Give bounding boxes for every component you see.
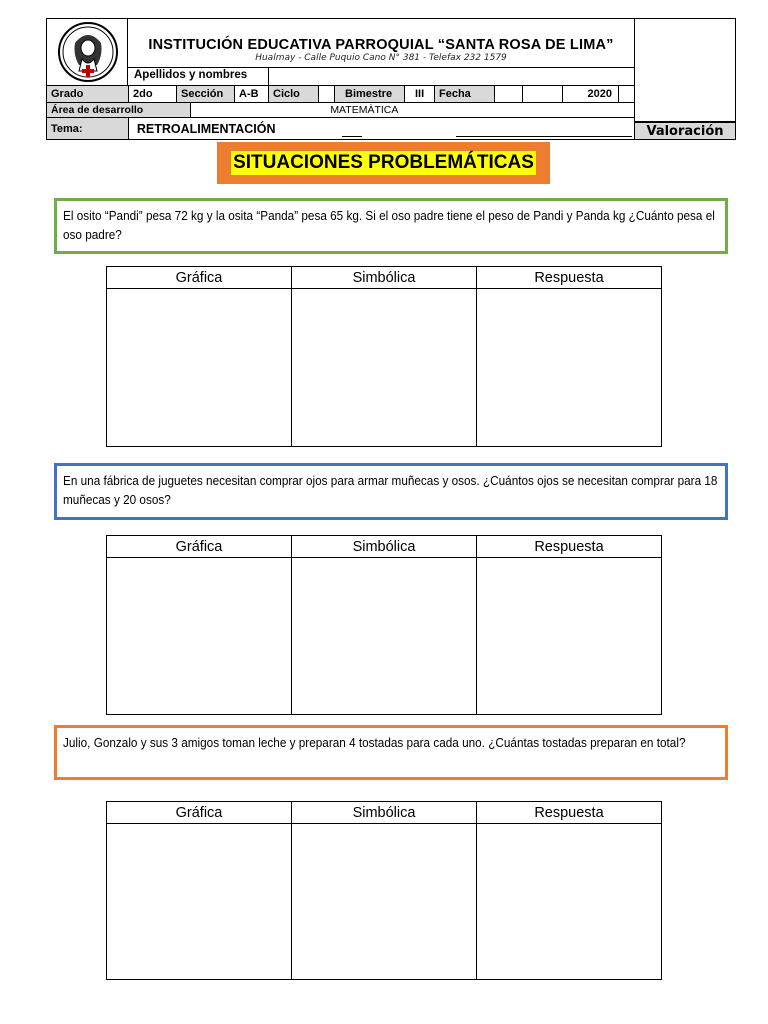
- school-logo-cell: [46, 18, 128, 86]
- problem-box-2: [54, 463, 728, 520]
- grafica-answer-cell[interactable]: [107, 824, 292, 980]
- area-value: MATEMÀTICA: [330, 104, 399, 116]
- problem-text: Julio, Gonzalo y sus 3 amigos toman leche y preparan 4 tostadas para cada uno. ¿Cuántas tostadas preparan en total?: [63, 736, 686, 750]
- answer-row: [107, 824, 662, 980]
- names-divider: [268, 68, 269, 86]
- answer-table-2: [106, 535, 662, 715]
- bimestre-value: III: [405, 86, 435, 102]
- bimestre-label: Bimestre: [335, 86, 405, 102]
- answer-table-header: [107, 267, 662, 289]
- header-right-cell: [634, 18, 736, 122]
- answer-row: [107, 289, 662, 447]
- names-label: Apellidos y nombres: [134, 69, 248, 81]
- grafica-answer-cell[interactable]: [107, 289, 292, 447]
- tema-label: Tema:: [47, 118, 129, 139]
- names-row: [128, 68, 634, 86]
- ciclo-label: Ciclo: [269, 86, 319, 102]
- simbolica-answer-cell[interactable]: [292, 824, 477, 980]
- problem-text: El osito “Pandi” pesa 72 kg y la osita “Panda” pesa 65 kg. Si el oso padre tiene el peso de Pandi y Panda kg ¿Cuánto pesa el oso padre?: [63, 209, 715, 242]
- simbolica-answer-cell[interactable]: [292, 289, 477, 447]
- answer-table-header: [107, 802, 662, 824]
- grado-label: Grado: [47, 86, 129, 102]
- header-grafica: Gráfica: [107, 536, 292, 558]
- problem-box-3: [54, 725, 728, 780]
- worksheet-header: [46, 18, 736, 140]
- institution-address: Hualmay - Calle Puquio Cano N° 381 - Telefax 232 1579: [255, 53, 507, 63]
- grade-row: [46, 86, 634, 103]
- problem-text: En una fábrica de juguetes necesitan comprar ojos para armar muñecas y osos. ¿Cuántos ojos se necesitan comprar para 18 muñecas y 20 osos?: [63, 474, 718, 507]
- header-respuesta: Respuesta: [477, 802, 662, 824]
- institution-name: INSTITUCIÓN EDUCATIVA PARROQUIAL “SANTA ROSA DE LIMA”: [148, 37, 614, 53]
- area-label: Área de desarrollo: [47, 103, 191, 117]
- tema-underline: [342, 136, 362, 137]
- tema-underline: [456, 136, 632, 137]
- header-simbolica: Simbólica: [292, 802, 477, 824]
- header-simbolica: Simbólica: [292, 536, 477, 558]
- header-simbolica: Simbólica: [292, 267, 477, 289]
- answer-table-header: [107, 536, 662, 558]
- worksheet-title-banner: [217, 142, 550, 184]
- valoracion-label: Valoración: [634, 122, 736, 140]
- header-respuesta: Respuesta: [477, 267, 662, 289]
- year-value: 2020: [563, 86, 619, 102]
- fecha-month: [523, 86, 563, 102]
- simbolica-answer-cell[interactable]: [292, 558, 477, 715]
- answer-row: [107, 558, 662, 715]
- header-respuesta: Respuesta: [477, 536, 662, 558]
- school-logo-icon: [57, 21, 119, 83]
- answer-table-1: [106, 266, 662, 447]
- ciclo-value: [319, 86, 335, 102]
- grafica-answer-cell[interactable]: [107, 558, 292, 715]
- header-grafica: Gráfica: [107, 267, 292, 289]
- worksheet-title: SITUACIONES PROBLEMÁTICAS: [233, 152, 534, 173]
- answer-table-3: [106, 801, 662, 980]
- fecha-label: Fecha: [435, 86, 495, 102]
- seccion-value: A-B: [235, 86, 269, 102]
- respuesta-answer-cell[interactable]: [477, 824, 662, 980]
- respuesta-answer-cell[interactable]: [477, 289, 662, 447]
- institution-title-cell: [128, 18, 634, 68]
- header-grafica: Gráfica: [107, 802, 292, 824]
- grado-value: 2do: [129, 86, 177, 102]
- problem-box-1: [54, 198, 728, 254]
- seccion-label: Sección: [177, 86, 235, 102]
- fecha-day: [495, 86, 523, 102]
- respuesta-answer-cell[interactable]: [477, 558, 662, 715]
- tema-value: RETROALIMENTACIÓN: [136, 122, 276, 136]
- area-row: [46, 103, 634, 118]
